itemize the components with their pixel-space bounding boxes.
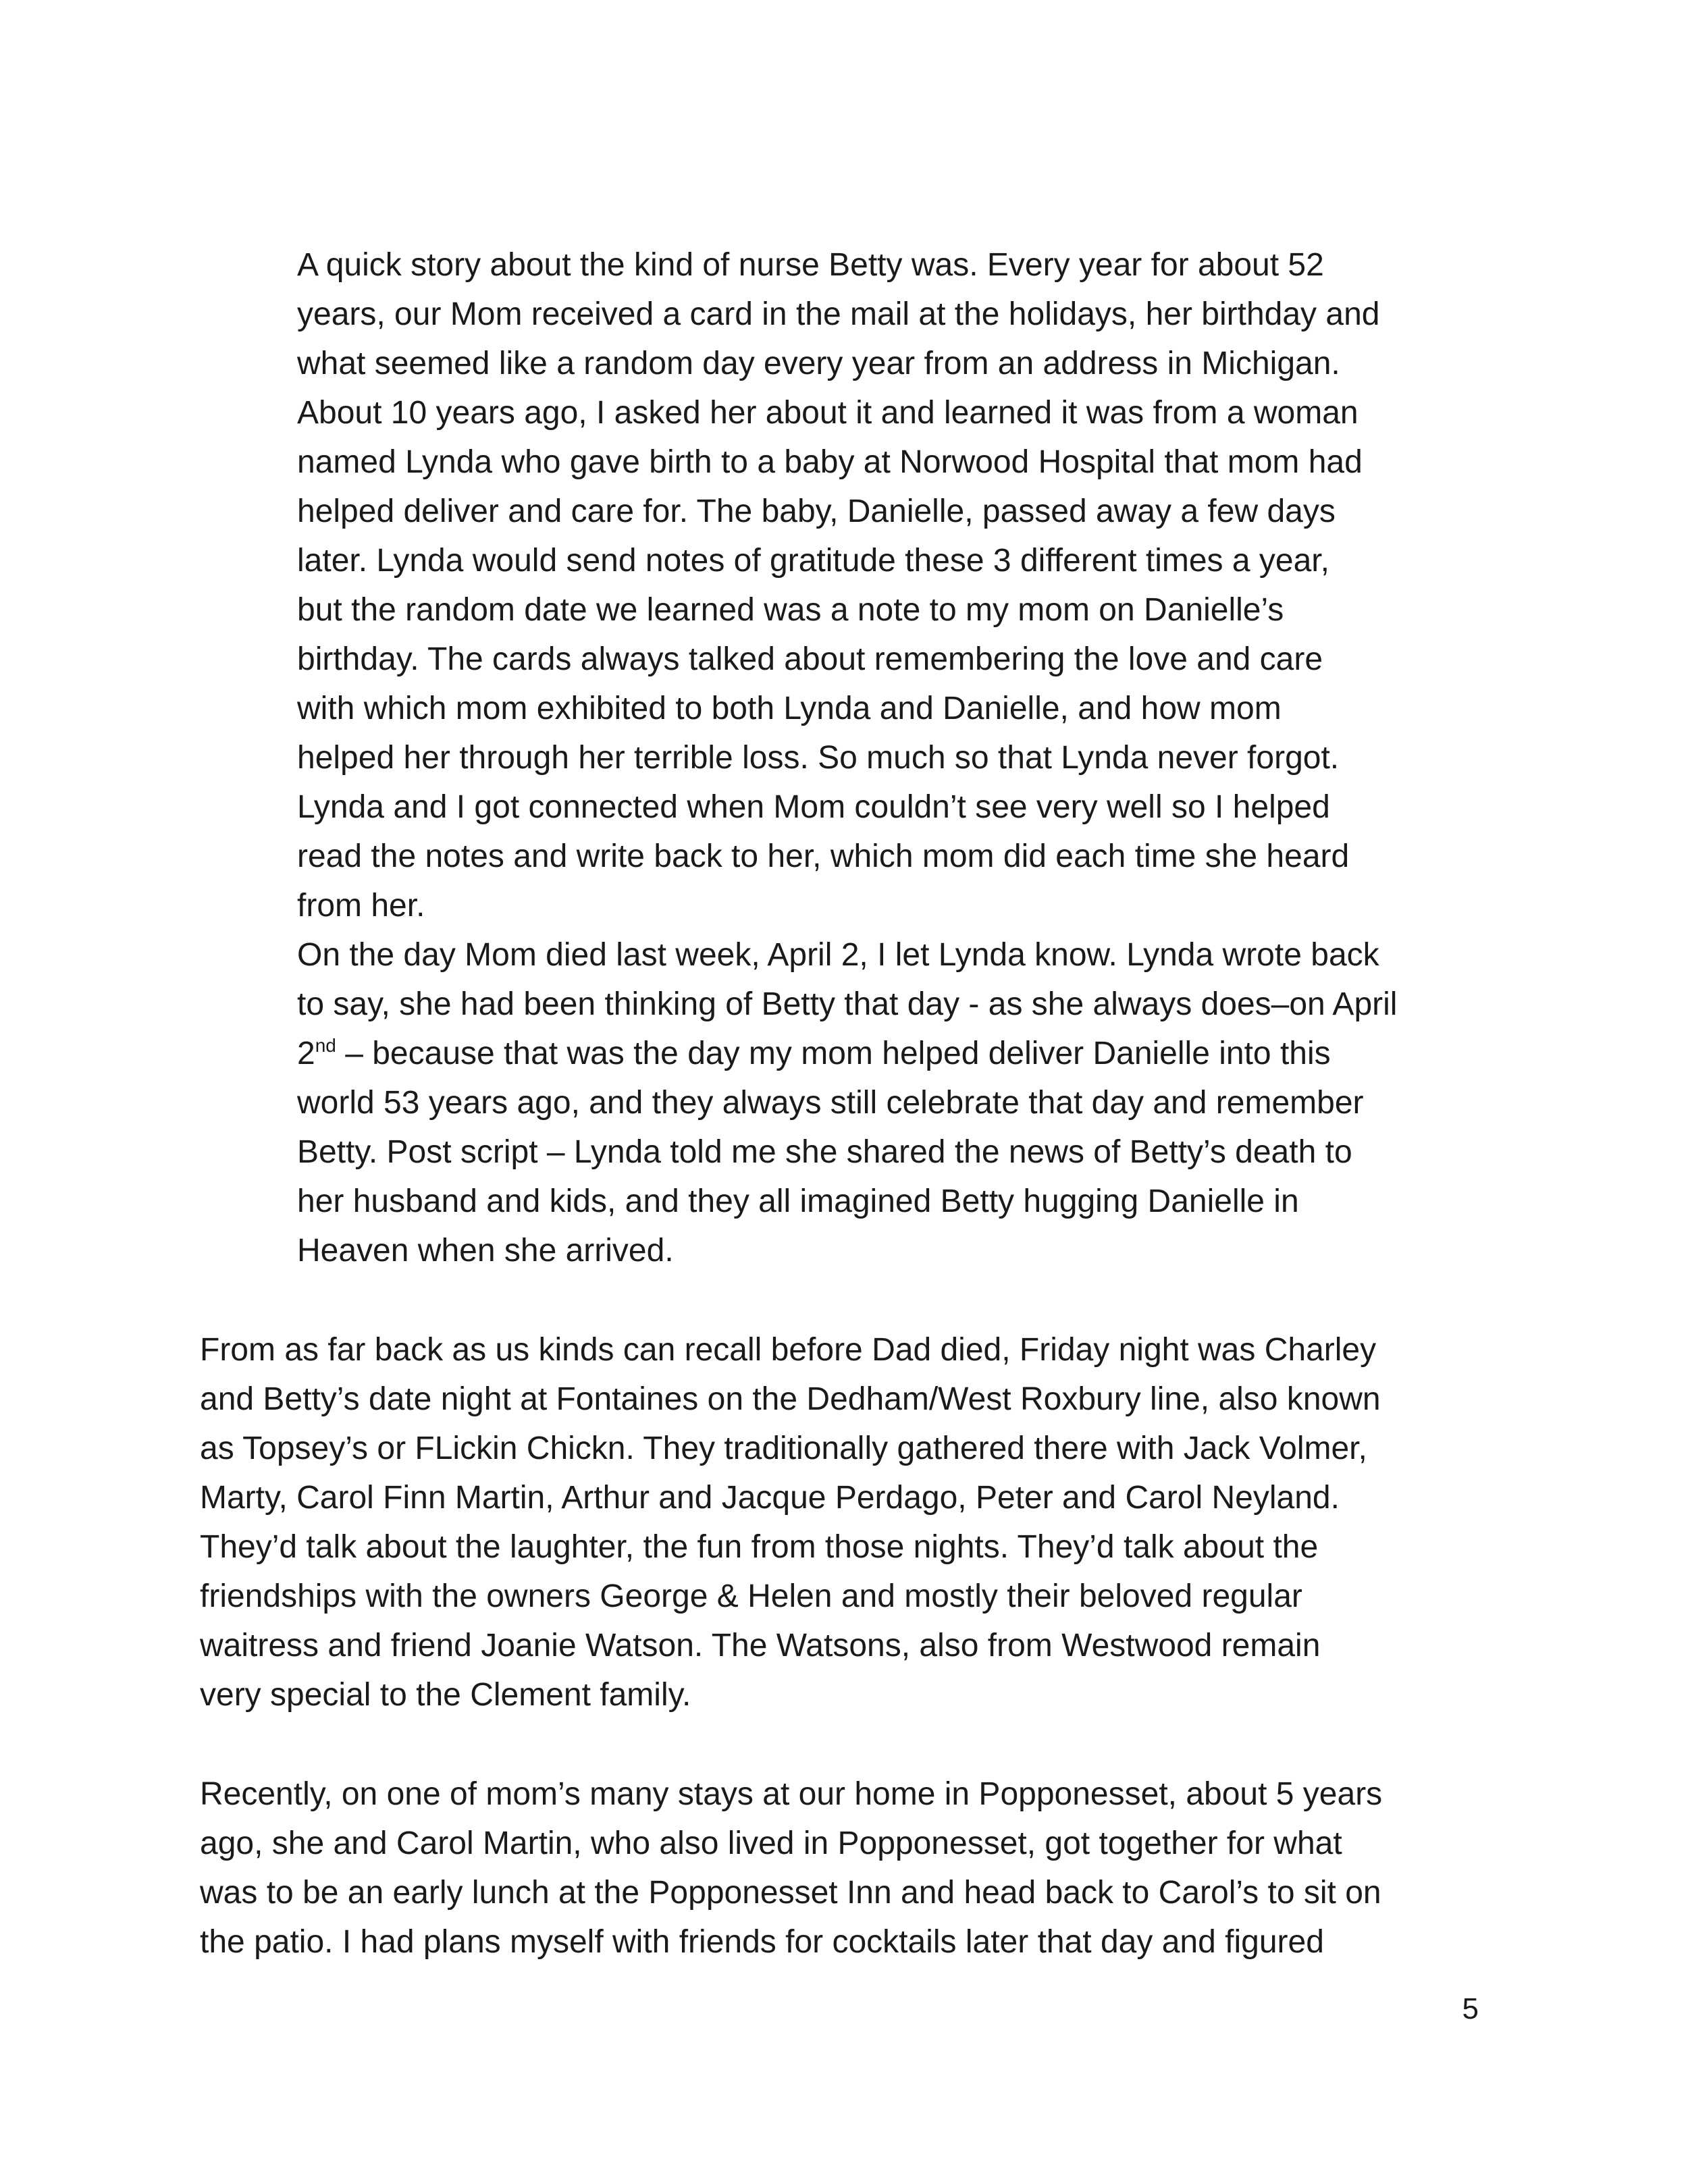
popponesset-line-1: Recently, on one of mom’s many stays at our home in Popponesset, about 5 years (200, 1776, 1383, 1812)
story-line-10: with which mom exhibited to both Lynda and Danielle, and how mom (297, 691, 1282, 726)
ordinal-suffix: nd (315, 1035, 336, 1056)
story-line-17 (297, 1029, 1331, 1079)
ordinal-line-rest: – because that was the day my mom helped deliver Danielle into this (336, 1036, 1331, 1071)
fontaines-line-3: as Topsey’s or FLickin Chickn. They traditionally gathered there with Jack Volmer, (200, 1431, 1367, 1466)
popponesset-line-2: ago, she and Carol Martin, who also lived in Popponesset, got together for what (200, 1826, 1342, 1861)
fontaines-line-2: and Betty’s date night at Fontaines on the Dedham/West Roxbury line, also known (200, 1381, 1381, 1417)
story-line-3: what seemed like a random day every year from an address in Michigan. (297, 346, 1340, 381)
fontaines-line-1: From as far back as us kinds can recall before Dad died, Friday night was Charley (200, 1332, 1377, 1368)
story-line-13: read the notes and write back to her, which mom did each time she heard (297, 838, 1350, 874)
fontaines-line-5: They’d talk about the laughter, the fun from those nights. They’d talk about the (200, 1529, 1319, 1565)
fontaines-line-8: very special to the Clement family. (200, 1677, 691, 1713)
story-line-9: birthday. The cards always talked about remembering the love and care (297, 641, 1323, 677)
story-line-20: her husband and kids, and they all imagined Betty hugging Danielle in (297, 1183, 1299, 1219)
story-line-7: later. Lynda would send notes of gratitude these 3 different times a year, (297, 543, 1329, 579)
story-line-21: Heaven when she arrived. (297, 1233, 674, 1269)
fontaines-line-6: friendships with the owners George & Helen and mostly their beloved regular (200, 1578, 1302, 1614)
fontaines-line-7: waitress and friend Joanie Watson. The Watsons, also from Westwood remain (200, 1628, 1321, 1663)
popponesset-line-4: the patio. I had plans myself with friends for cocktails later that day and figured (200, 1924, 1324, 1960)
story-line-8: but the random date we learned was a note to my mom on Danielle’s (297, 592, 1284, 628)
story-line-5: named Lynda who gave birth to a baby at Norwood Hospital that mom had (297, 444, 1363, 480)
story-line-12: Lynda and I got connected when Mom couldn’t see very well so I helped (297, 789, 1330, 825)
story-line-11: helped her through her terrible loss. So much so that Lynda never forgot. (297, 740, 1340, 776)
story-line-4: About 10 years ago, I asked her about it and learned it was from a woman (297, 395, 1359, 431)
fontaines-line-4: Marty, Carol Finn Martin, Arthur and Jacque Perdago, Peter and Carol Neyland. (200, 1480, 1340, 1516)
story-line-14: from her. (297, 888, 425, 924)
story-line-6: helped deliver and care for. The baby, Danielle, passed away a few days (297, 494, 1336, 529)
story-line-15: On the day Mom died last week, April 2, I let Lynda know. Lynda wrote back (297, 937, 1379, 973)
popponesset-line-3: was to be an early lunch at the Popponesset Inn and head back to Carol’s to sit on (200, 1875, 1381, 1911)
ordinal-number: 2 (297, 1036, 315, 1071)
story-line-2: years, our Mom received a card in the mail at the holidays, her birthday and (297, 296, 1380, 332)
page-number: 5 (1462, 1992, 1479, 2025)
story-line-18: world 53 years ago, and they always still celebrate that day and remember (297, 1085, 1364, 1121)
story-line-16: to say, she had been thinking of Betty that day - as she always does–on April (297, 986, 1398, 1022)
story-line-19: Betty. Post script – Lynda told me she shared the news of Betty’s death to (297, 1134, 1352, 1170)
story-line-1: A quick story about the kind of nurse Betty was. Every year for about 52 (297, 247, 1324, 283)
